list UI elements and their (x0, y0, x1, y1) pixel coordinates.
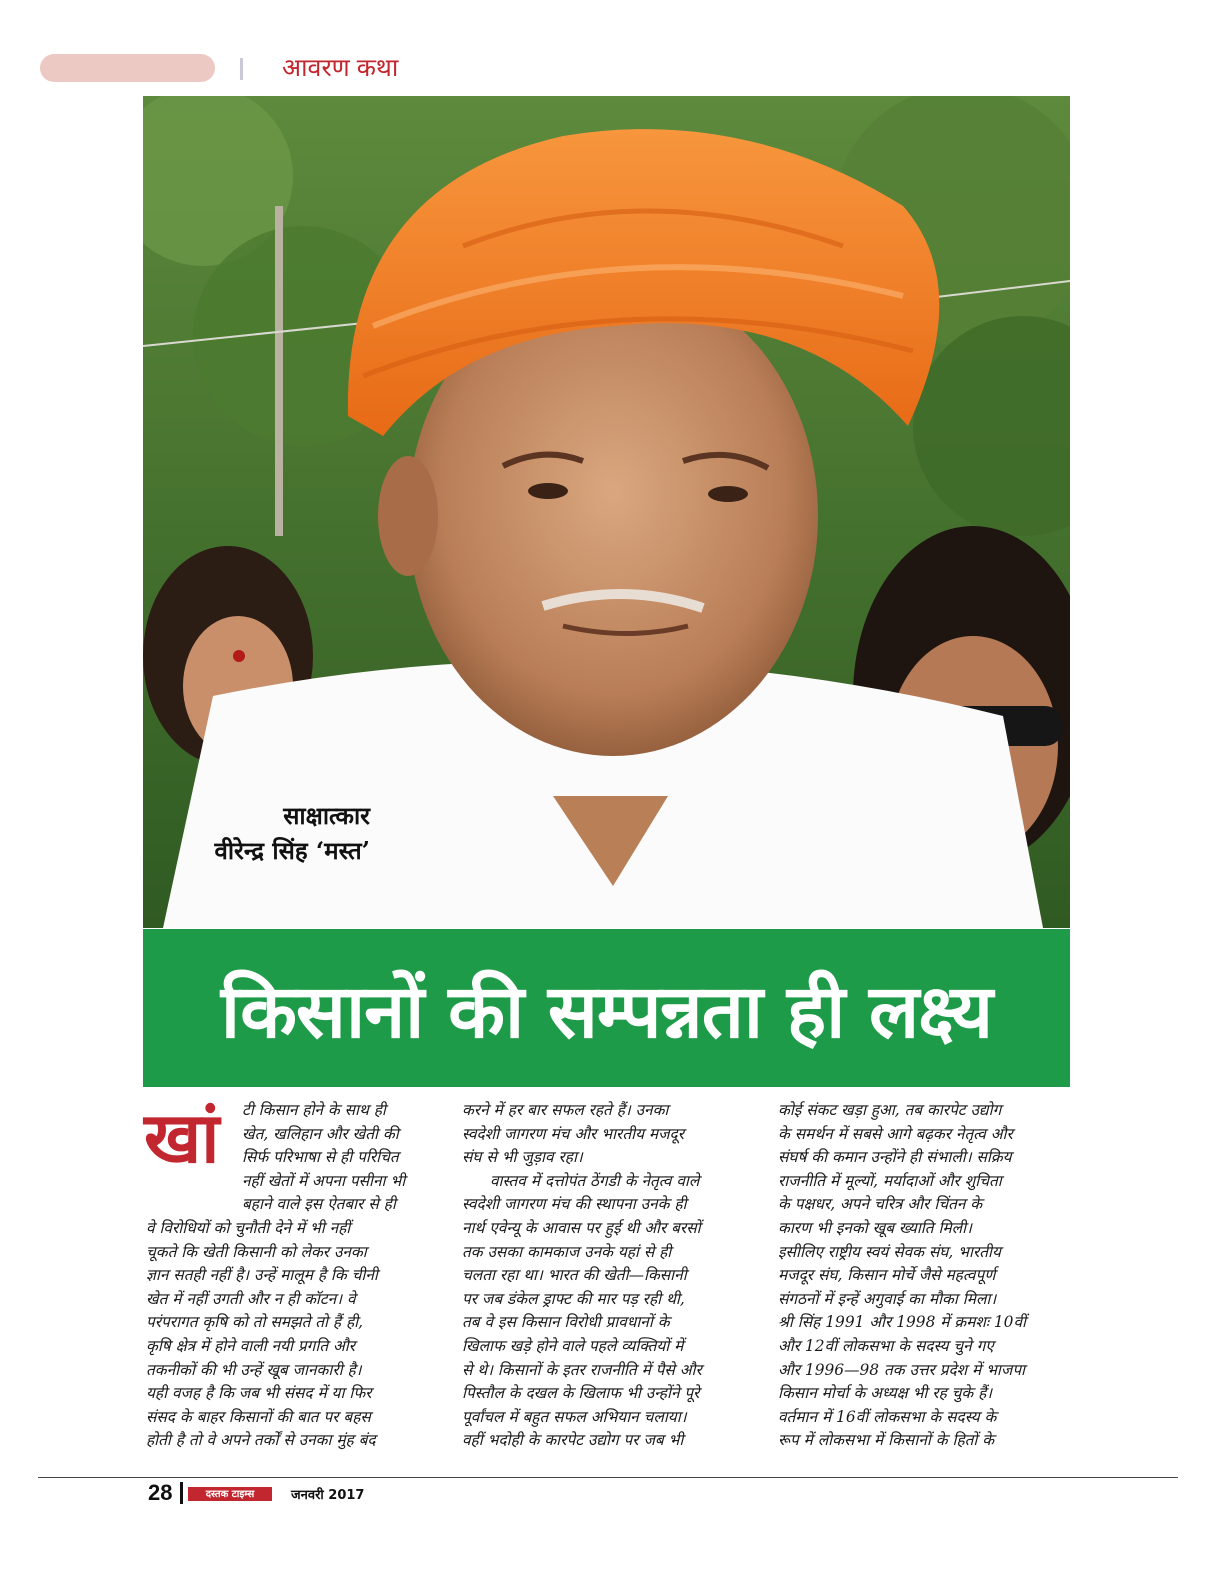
text-line: के पक्षधर, अपने चरित्र और चिंतन के (778, 1195, 983, 1214)
text-line: वर्तमान में 16वीं लोकसभा के सदस्य के (778, 1407, 997, 1426)
headline: किसानों की सम्पन्नता ही लक्ष्य (220, 968, 993, 1055)
text-line: संसद के बाहर किसानों की बात पर बहस (146, 1407, 371, 1426)
text-line: इसीलिए राष्ट्रीय स्वयं सेवक संघ, भारतीय (778, 1242, 1001, 1261)
text-line: रूप में लोकसभा में किसानों के हितों के (778, 1431, 995, 1450)
text-line: यही वजह है कि जब भी संसद में या फिर (146, 1384, 372, 1403)
text-line: श्री सिंह 1991 और 1998 में क्रमशः 10वीं (778, 1313, 1026, 1332)
text-line: चलता रहा था। भारत की खेती—किसानी (462, 1266, 687, 1285)
text-line: पर जब डंकेल ड्राफ्ट की मार पड़ रही थी, (462, 1289, 685, 1308)
text-line: पूर्वांचल में बहुत सफल अभियान चलाया। (462, 1407, 687, 1426)
header-pill-decoration (40, 54, 215, 82)
text-line: खेत, खलिहान और खेती की (242, 1124, 399, 1143)
headline-banner (143, 929, 1070, 1087)
text-line: वे विरोधियों को चुनौती देने में भी नहीं (146, 1218, 351, 1237)
text-line: परंपरागत कृषि को तो समझते तो हैं ही, (146, 1313, 364, 1332)
text-line: किसान मोर्चा के अध्यक्ष भी रह चुके हैं। (778, 1384, 993, 1403)
text-line: वास्तव में दत्तोपंत ठेंगडी के नेतृत्व वाले (490, 1171, 700, 1190)
footer-rule (38, 1477, 1178, 1478)
text-line: टी किसान होने के साथ ही (242, 1101, 386, 1119)
text-line: तकनीकों की भी उन्हें खूब जानकारी है। (146, 1360, 362, 1379)
interview-byline (190, 798, 370, 868)
text-line: कारण भी इनको खूब ख्याति मिली। (778, 1218, 972, 1237)
article-column-1 (146, 1099, 446, 1453)
footer-divider (180, 1482, 183, 1504)
text-line: और 1996—98 तक उत्तर प्रदेश में भाजपा (778, 1360, 1026, 1379)
text-line: संघर्ष की कमान उन्होंने ही संभाली। सक्रिय (778, 1148, 1012, 1167)
dropcap: खां (144, 1097, 220, 1179)
text-line: से थे। किसानों के इतर राजनीति में पैसे और (462, 1360, 702, 1379)
byline-label: साक्षात्कार (283, 801, 370, 830)
text-line: कृषि क्षेत्र में होने वाली नयी प्रगति और (146, 1336, 356, 1355)
header-separator (240, 58, 243, 80)
text-line: वहीं भदोही के कारपेट उद्योग पर जब भी (462, 1431, 684, 1450)
byline-author: वीरेन्द्र सिंह ‘मस्त’ (214, 836, 370, 865)
text-line: संगठनों में इन्हें अगुवाई का मौका मिला। (778, 1289, 997, 1308)
text-line: नार्थ एवेन्यू के आवास पर हुई थी और बरसों (462, 1218, 701, 1237)
magazine-logo-text: दस्तक टाइम्स (205, 1489, 255, 1500)
text-line: और 12वीं लोकसभा के सदस्य चुने गए (778, 1336, 994, 1355)
magazine-logo (188, 1487, 272, 1501)
page-number: 28 (148, 1480, 173, 1505)
text-line: सिर्फ परिभाषा से ही परिचित (242, 1148, 399, 1167)
text-line: करने में हर बार सफल रहते हैं। उनका (462, 1101, 669, 1119)
text-line: होती है तो वे अपने तर्कों से उनका मुंह बंद (146, 1431, 376, 1450)
article-column-2 (462, 1099, 762, 1453)
text-line: चूकते कि खेती किसानी को लेकर उनका (146, 1242, 367, 1261)
text-line: नहीं खेतों में अपना पसीना भी (242, 1171, 406, 1190)
article-column-3 (778, 1099, 1078, 1453)
section-label: आवरण कथा (282, 54, 399, 82)
text-line: ज्ञान सतही नहीं है। उन्हें मालूम है कि चीनी (146, 1266, 378, 1285)
text-line: के समर्थन में सबसे आगे बढ़कर नेतृत्व और (778, 1124, 1013, 1143)
text-line: स्वदेशी जागरण मंच और भारतीय मजदूर (462, 1124, 685, 1143)
text-line: तक उसका कामकाज उनके यहां से ही (462, 1242, 672, 1261)
text-line: स्वदेशी जागरण मंच की स्थापना उनके ही (462, 1195, 687, 1214)
text-line: राजनीति में मूल्यों, मर्यादाओं और शुचिता (778, 1171, 1002, 1190)
text-line: कोई संकट खड़ा हुआ, तब कारपेट उद्योग (778, 1101, 1002, 1119)
issue-date: जनवरी 2017 (291, 1488, 365, 1503)
text-line: मजदूर संघ, किसान मोर्चे जैसे महत्वपूर्ण (778, 1266, 996, 1285)
text-line: बहाने वाले इस ऐतबार से ही (242, 1195, 396, 1214)
text-line: खिलाफ खड़े होने वाले पहले व्यक्तियों में (462, 1336, 684, 1355)
text-line: खेत में नहीं उगती और न ही कॉटन। वे (146, 1289, 356, 1308)
text-line: तब वे इस किसान विरोधी प्रावधानों के (462, 1313, 670, 1332)
text-line: पिस्तौल के दखल के खिलाफ भी उन्होंने पूरे (462, 1384, 700, 1403)
text-line: संघ से भी जुड़ाव रहा। (462, 1148, 583, 1167)
